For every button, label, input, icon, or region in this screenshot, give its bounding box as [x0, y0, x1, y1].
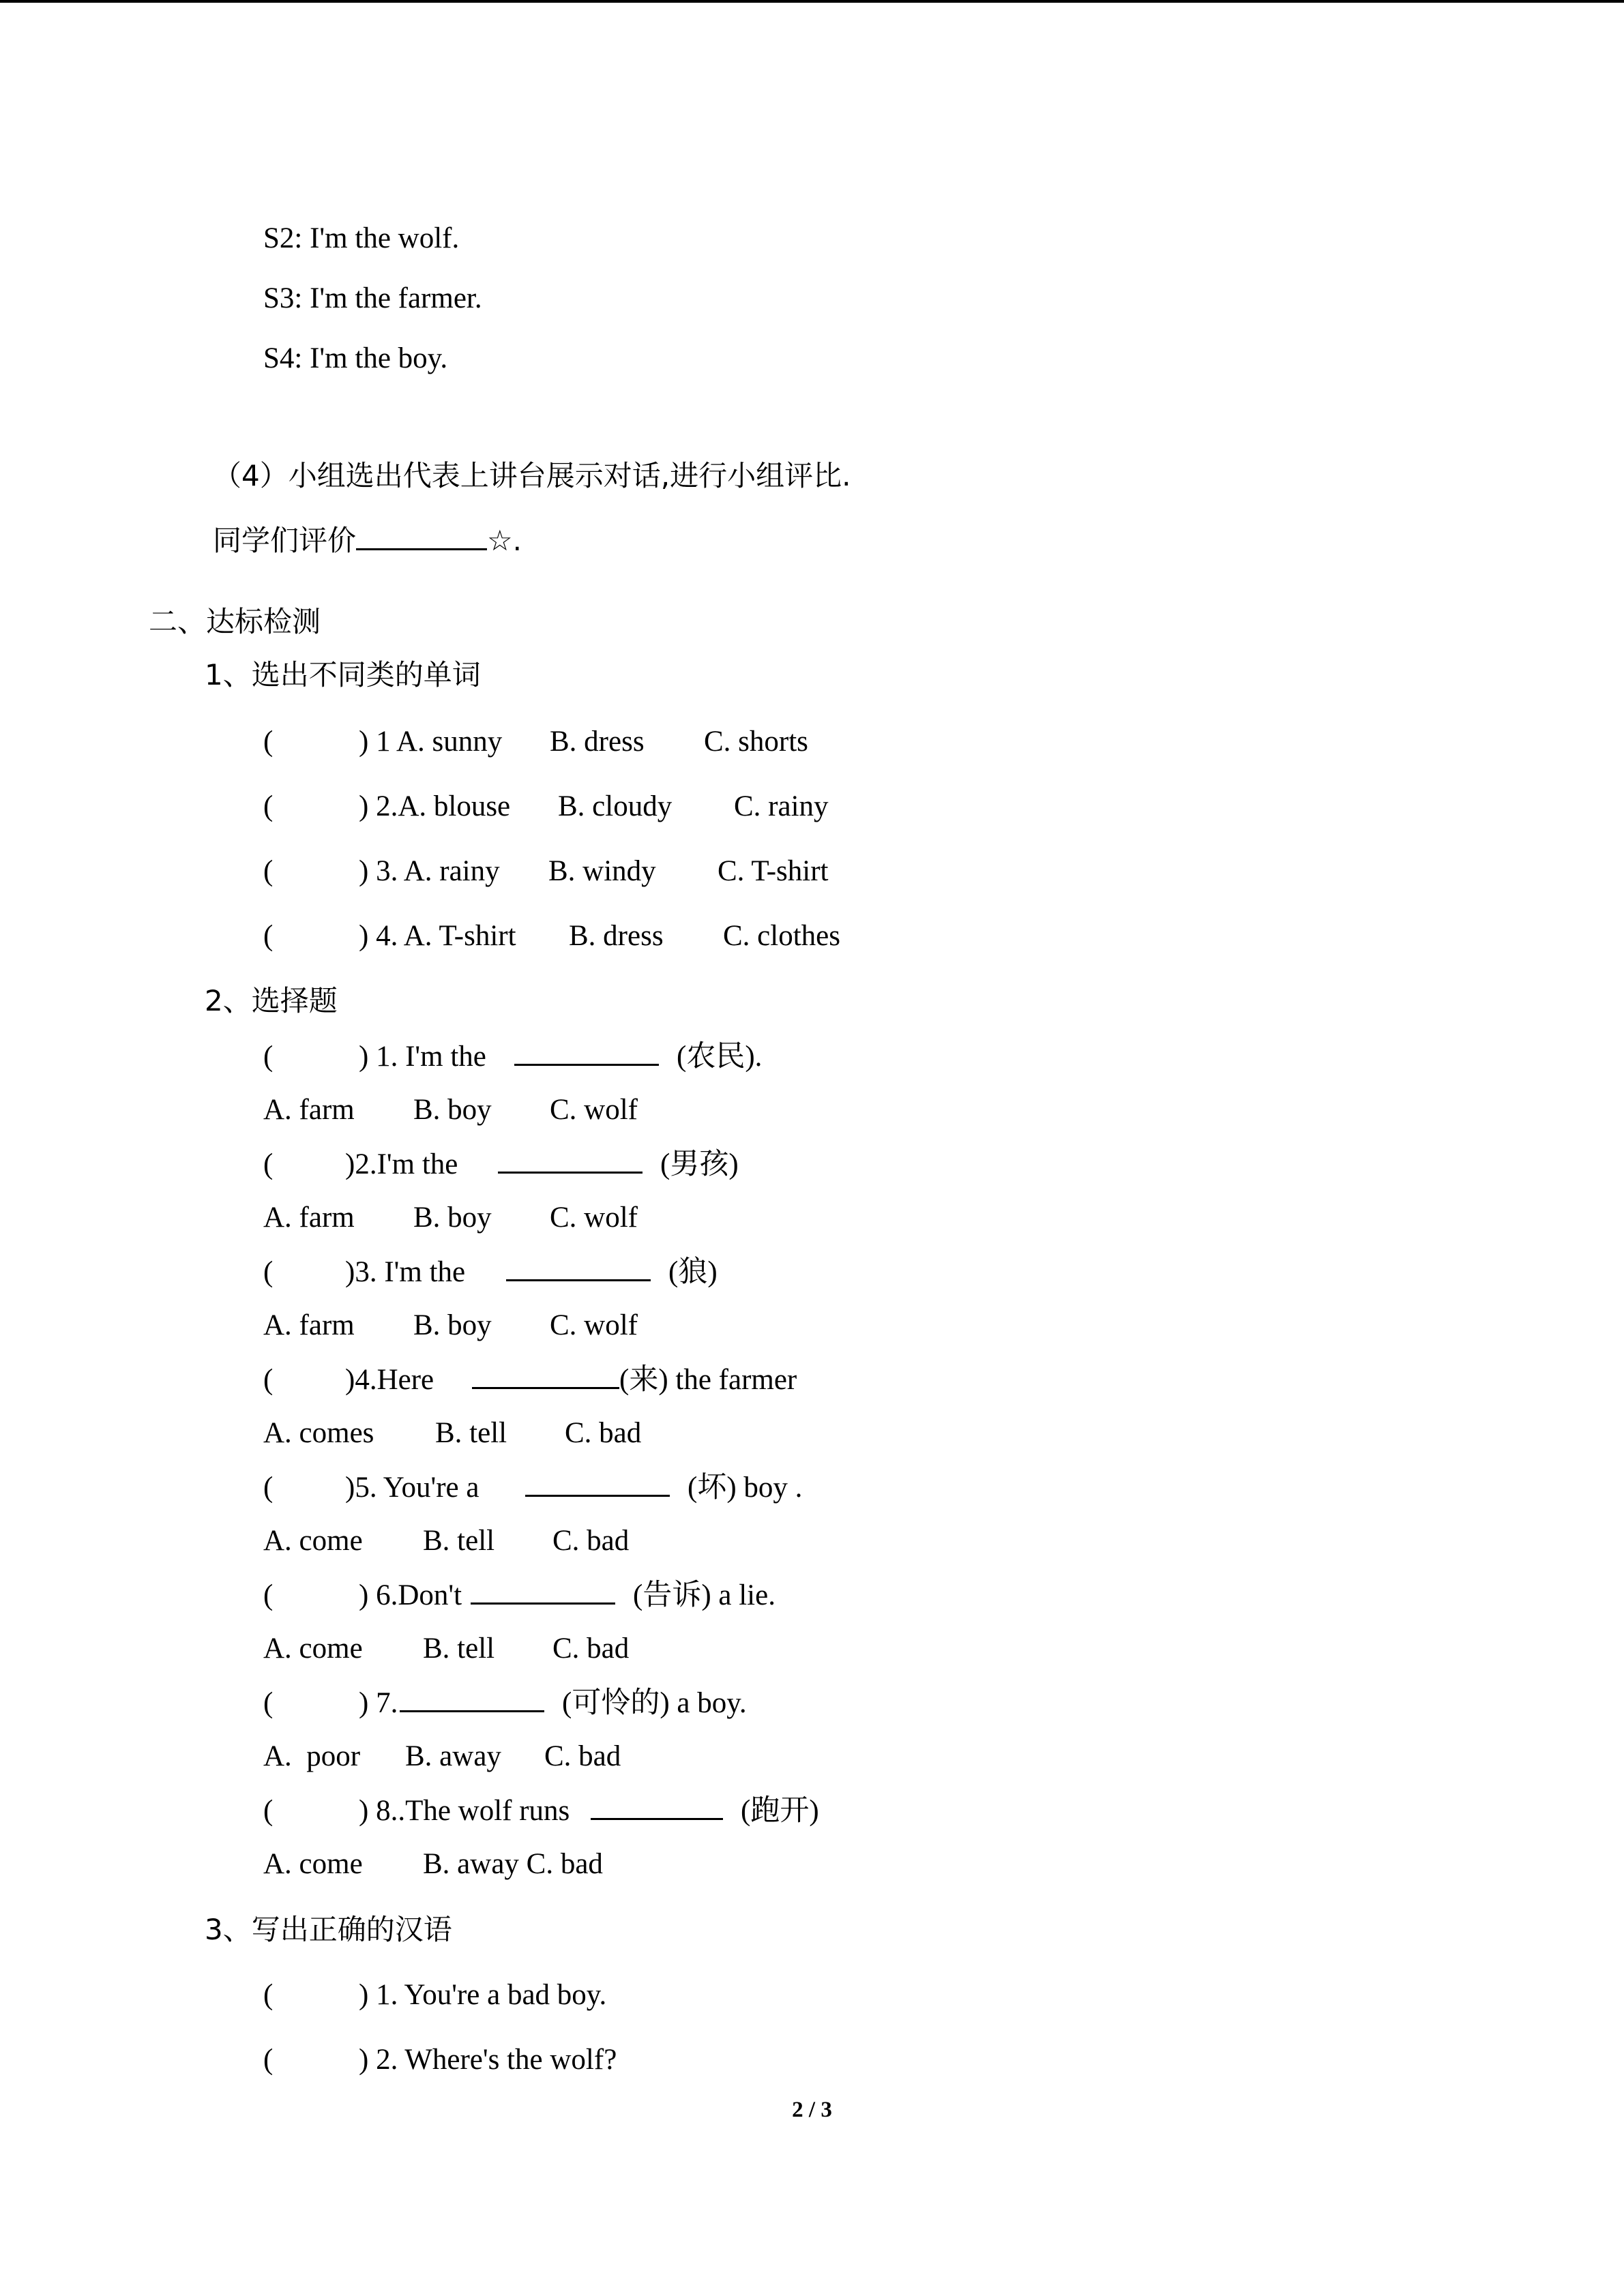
answer-blank	[498, 1144, 643, 1174]
question-line: ( )3. I'm the (狼)	[263, 1252, 718, 1292]
question-line: ( )4.Here (来) the farmer	[263, 1360, 797, 1399]
question-line: ( ) 6.Don't (告诉) a lie.	[263, 1575, 776, 1615]
options-line: A. poor B. away C. bad	[263, 1740, 621, 1772]
options-line: A. farm B. boy C. wolf	[263, 1202, 638, 1234]
question-line: ( )5. You're a (坏) boy .	[263, 1467, 802, 1507]
question-line: ( ) 1. I'm the (农民).	[263, 1037, 762, 1076]
options-line: A. farm B. boy C. wolf	[263, 1309, 638, 1341]
rating-prefix: 同学们评价	[213, 524, 357, 557]
part1-item: ( ) 3. A. rainy B. windy C. T-shirt	[263, 855, 829, 887]
answer-blank	[471, 1575, 615, 1605]
answer-blank	[506, 1252, 651, 1281]
options-line: A. come B. tell C. bad	[263, 1525, 630, 1557]
part1-item: ( ) 1 A. sunny B. dress C. shorts	[263, 726, 808, 758]
options-line: A. comes B. tell C. bad	[263, 1417, 642, 1449]
part1-item: ( ) 4. A. T-shirt B. dress C. clothes	[263, 920, 840, 952]
answer-blank	[525, 1467, 670, 1497]
options-line: A. farm B. boy C. wolf	[263, 1094, 638, 1126]
question-line: ( )2.I'm the (男孩)	[263, 1144, 739, 1184]
part1-item: ( ) 2.A. blouse B. cloudy C. rainy	[263, 790, 829, 822]
answer-blank	[514, 1037, 659, 1066]
dialogue-line: S3: I'm the farmer.	[263, 282, 482, 314]
answer-blank	[472, 1360, 619, 1389]
answer-blank	[591, 1791, 723, 1820]
answer-blank	[400, 1683, 544, 1712]
dialogue-line: S4: I'm the boy.	[263, 342, 448, 374]
rating-line	[213, 521, 522, 560]
question-line: ( ) 7. (可怜的) a boy.	[263, 1683, 747, 1723]
rating-suffix: ☆.	[487, 524, 522, 557]
options-line: A. come B. away C. bad	[263, 1848, 603, 1880]
question-line: ( ) 8..The wolf runs (跑开)	[263, 1791, 819, 1830]
translation-item: ( ) 1. You're a bad boy.	[263, 1979, 607, 2011]
section-title: 二、达标检测	[149, 605, 321, 638]
part2-title: 2、选择题	[205, 984, 338, 1017]
rating-blank	[356, 521, 487, 550]
top-border	[0, 0, 1624, 3]
step4-text: （4）小组选出代表上讲台展示对话,进行小组评比.	[213, 459, 851, 492]
options-line: A. come B. tell C. bad	[263, 1632, 630, 1665]
dialogue-line: S2: I'm the wolf.	[263, 222, 460, 254]
translation-item: ( ) 2. Where's the wolf?	[263, 2044, 617, 2076]
part1-title: 1、选出不同类的单词	[205, 658, 481, 691]
part3-title: 3、写出正确的汉语	[205, 1913, 452, 1946]
page-number: 2 / 3	[792, 2098, 832, 2122]
